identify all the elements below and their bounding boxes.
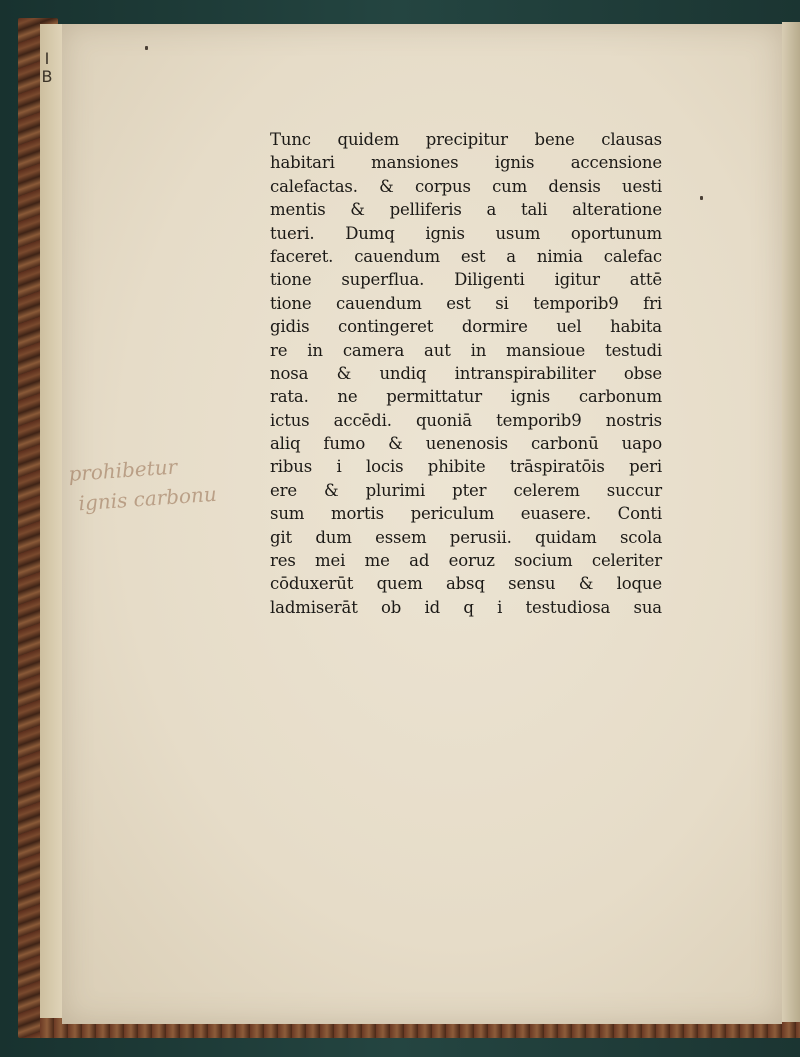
page-right-edge — [782, 22, 800, 1022]
text-line: cōduxerūt quem absq sensu & loque — [270, 574, 662, 594]
marginal-note-line: ignis carbonu — [77, 481, 218, 516]
text-line: aliq fumo & uenenosis carbonū uapo — [270, 434, 662, 454]
text-line: tione cauendum est si temporib9 fri — [270, 293, 662, 313]
shelf-mark: I B — [41, 49, 53, 86]
text-line: calefactas. & corpus cum densis uesti — [270, 176, 662, 196]
text-line: sum mortis periculum euasere. Conti — [270, 504, 662, 524]
text-line: faceret. cauendum est a nimia calefac — [270, 246, 662, 266]
text-line: habitari mansiones ignis accensione — [270, 153, 662, 173]
text-line: re in camera aut in mansioue testudi — [270, 340, 662, 360]
text-line: ere & plurimi pter celerem succur — [270, 480, 662, 500]
text-line: res mei me ad eoruz socium celeriter — [270, 551, 662, 571]
marginal-note — [67, 445, 272, 539]
text-line: rata. ne permittatur ignis carbonum — [270, 387, 662, 407]
marginal-note-line: prohibetur — [67, 454, 178, 487]
main-text-block — [270, 128, 662, 619]
text-line: ribus i locis phibite trāspiratōis peri — [270, 457, 662, 477]
text-line: Tunc quidem precipitur bene clausas — [270, 130, 662, 149]
ink-speck — [700, 196, 703, 200]
text-line: mentis & pelliferis a tali alteratione — [270, 200, 662, 220]
text-line: git dum essem perusii. quidam scola — [270, 527, 662, 547]
text-line: ladmiserāt ob id q i testudiosa sua — [270, 597, 662, 617]
text-line: tione superflua. Diligenti igitur attē — [270, 270, 662, 290]
text-line: nosa & undiq intranspirabiliter obse — [270, 363, 662, 383]
text-line: tueri. Dumq ignis usum oportunum — [270, 223, 662, 243]
ink-speck — [145, 46, 148, 50]
text-line: ictus accēdi. quoniā temporib9 nostris — [270, 410, 662, 430]
text-line: gidis contingeret dormire uel habita — [270, 317, 662, 337]
